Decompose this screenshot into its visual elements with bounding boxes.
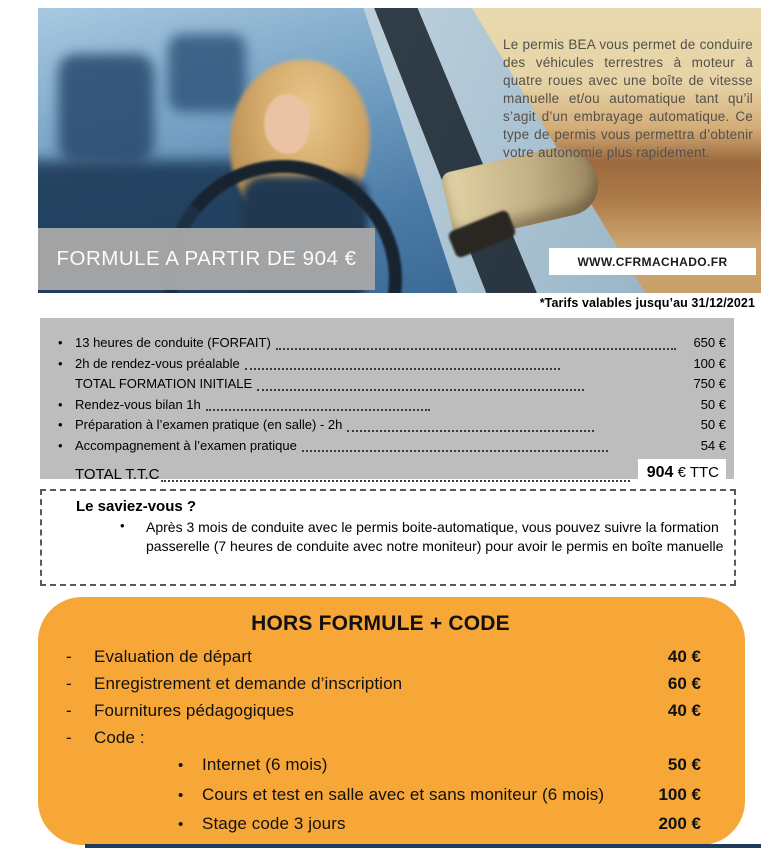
dash-icon: -	[66, 674, 72, 693]
pricing-price: 750 €	[693, 376, 726, 391]
bullet-icon: •	[58, 437, 63, 453]
pricing-box	[40, 318, 734, 483]
car-headrest-right	[168, 34, 246, 112]
hero-photo	[38, 8, 761, 293]
dot-leader	[276, 348, 676, 350]
code-sub-row	[60, 751, 701, 781]
price-banner	[38, 228, 375, 290]
website-box	[549, 248, 756, 275]
dot-leader	[161, 480, 629, 482]
pricing-label: Préparation à l’examen pratique (en salle) - 2h	[75, 417, 343, 432]
pricing-label: Rendez-vous bilan 1h	[75, 396, 201, 412]
dot-leader	[347, 430, 594, 432]
dot-leader	[245, 368, 560, 370]
code-sub-row	[60, 781, 701, 811]
pricing-price: 100 €	[693, 355, 726, 371]
pricing-price: 54 €	[700, 437, 726, 453]
driver-face	[264, 94, 310, 154]
item-price: 200 €	[658, 814, 701, 833]
tarifs-validity-note: *Tarifs valables jusqu’au 31/12/2021	[539, 296, 755, 310]
bullet-icon: •	[178, 786, 184, 804]
bullet-icon: •	[58, 396, 63, 412]
item-label: Fournitures pédagogiques	[94, 701, 294, 720]
pricing-row	[58, 415, 726, 436]
bullet-icon: •	[58, 417, 63, 432]
item-label: Cours et test en salle avec et sans moniteur (6 mois)	[202, 784, 605, 804]
hors-formule-row	[60, 670, 701, 697]
item-label: Code :	[94, 728, 145, 747]
item-price: 100 €	[658, 784, 701, 804]
pricing-label: Accompagnement à l’examen pratique	[75, 437, 297, 453]
pricing-row	[58, 333, 726, 354]
pricing-price: 50 €	[700, 396, 726, 412]
item-price: 60 €	[667, 674, 701, 693]
item-price: 50 €	[667, 755, 701, 774]
dash-icon: -	[66, 647, 72, 666]
dash-icon: -	[66, 701, 72, 720]
website-url: WWW.CFRMACHADO.FR	[577, 254, 728, 269]
pricing-row	[58, 354, 726, 375]
item-label: Stage code 3 jours	[202, 814, 346, 833]
bottom-divider-bar	[85, 844, 761, 848]
bullet-icon: •	[178, 757, 184, 774]
pricing-label: 13 heures de conduite (FORFAIT)	[75, 335, 271, 350]
hors-formule-row	[60, 643, 701, 670]
bullet-icon: •	[58, 355, 63, 371]
item-label: Internet (6 mois)	[202, 755, 328, 774]
pricing-price: 650 €	[693, 335, 726, 350]
pricing-row	[58, 395, 726, 416]
did-you-know-text: Après 3 mois de conduite avec le permis boite-automatique, vous pouvez suivre la formation passerelle (7 heures de conduite avec notre moniteur) pour avoir le permis en boîte manuelle	[146, 519, 724, 554]
did-you-know-box	[40, 489, 736, 586]
pricing-label: TOTAL FORMATION INITIALE	[75, 376, 253, 391]
total-price-highlight	[638, 459, 726, 488]
pricing-price: 50 €	[700, 417, 726, 432]
pricing-row	[58, 436, 726, 457]
bullet-icon: •	[58, 335, 63, 350]
item-label: Evaluation de départ	[94, 647, 252, 666]
hors-formule-row-code	[60, 724, 701, 751]
permit-intro-text: Le permis BEA vous permet de conduire des véhicules terrestres à moteur à quatre roues avec une boîte de vitesse manuelle et/ou automatique tant qu’il s’agit d’un embrayage automatique. Ce type de permis vous permettra d’obtenir votre autonomie plus rapidement.	[503, 37, 753, 161]
item-price: 40 €	[667, 647, 701, 666]
total-label: TOTAL T.T.C	[75, 466, 160, 483]
bullet-icon: •	[120, 518, 125, 533]
pricing-row-subtotal	[58, 374, 726, 395]
hors-formule-title: HORS FORMULE + CODE	[251, 612, 510, 635]
car-headrest-left	[58, 54, 154, 162]
bullet-icon: •	[178, 816, 184, 833]
item-price: 40 €	[667, 701, 701, 720]
price-banner-label: FORMULE A PARTIR DE 904 €	[56, 247, 357, 270]
pricing-label: 2h de rendez-vous préalable	[75, 355, 240, 371]
did-you-know-item	[120, 518, 728, 555]
did-you-know-title: Le saviez-vous ?	[76, 498, 197, 515]
dash-icon: -	[66, 728, 72, 747]
hors-formule-box	[38, 597, 745, 845]
total-price-suffix: € TTC	[673, 464, 719, 481]
pricing-row-total	[58, 459, 726, 488]
code-sub-row	[60, 810, 701, 840]
item-label: Enregistrement et demande d’inscription	[94, 674, 403, 693]
dot-leader	[206, 409, 430, 411]
dot-leader	[257, 389, 584, 391]
dot-leader	[302, 450, 608, 452]
total-price-value: 904	[646, 464, 674, 481]
hors-formule-row	[60, 697, 701, 724]
